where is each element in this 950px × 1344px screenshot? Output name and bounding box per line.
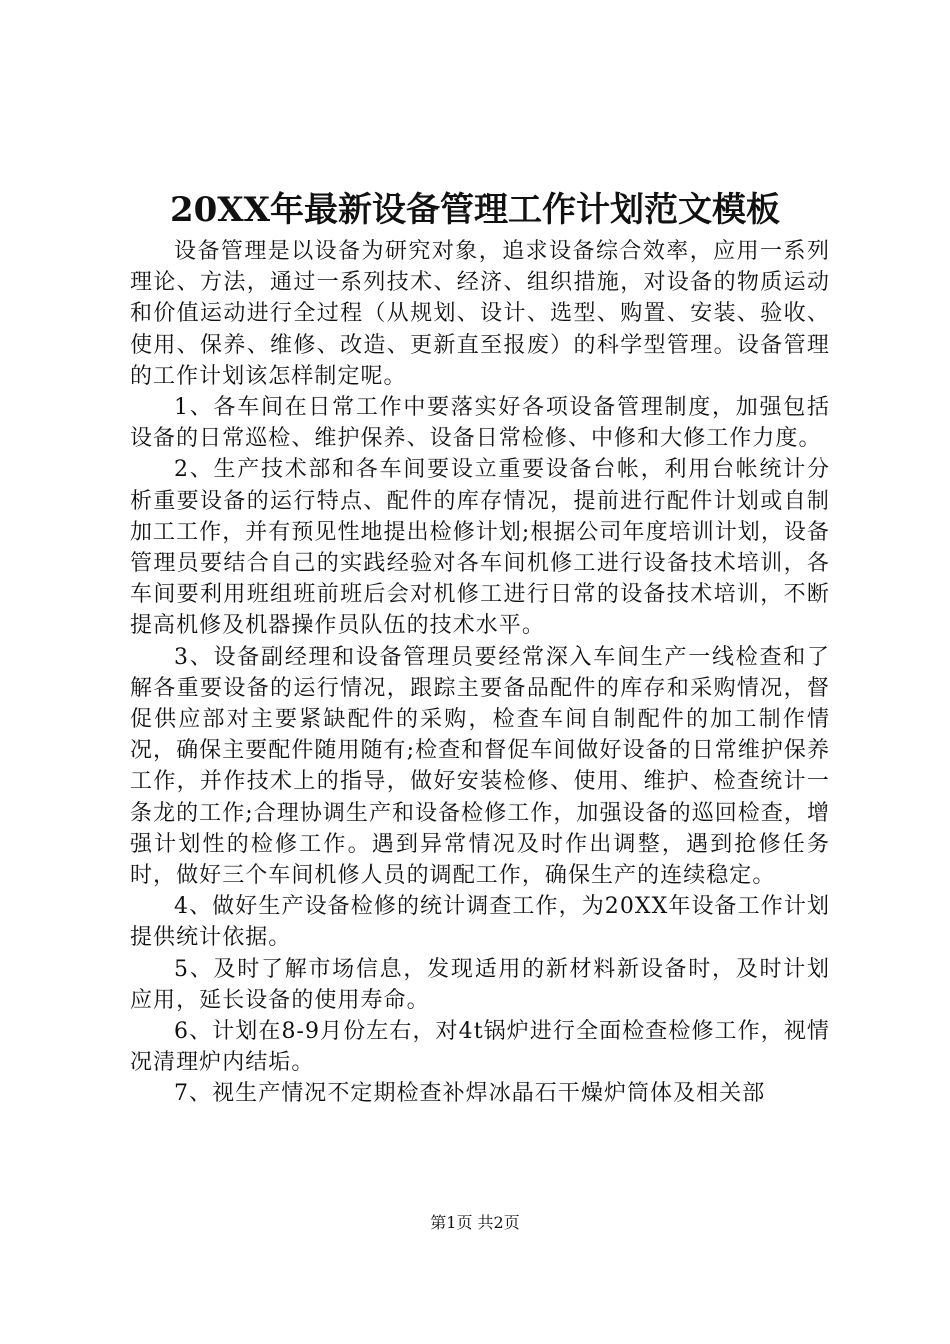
intro-paragraph: 设备管理是以设备为研究对象，追求设备综合效率，应用一系列理论、方法，通过一系列技术、经济、组织措施，对设备的物质运动和价值运动进行全过程（从规划、设计、选型、购置、安装、验收、使用、保养、维修、改造、更新直至报废）的科学型管理。设备管理的工作计划该怎样制定呢。	[130, 239, 830, 389]
item-paragraph-5: 5、及时了解市场信息，发现适用的新材料新设备时，及时计划应用，延长设备的使用寿命。	[130, 956, 830, 1013]
item-paragraph-4: 4、做好生产设备检修的统计调查工作，为20XX年设备工作计划提供统计依据。	[130, 894, 830, 951]
item-paragraph-7: 7、视生产情况不定期检查补焊冰晶石干燥炉筒体及相关部	[174, 1081, 766, 1107]
document-title: 20XX年最新设备管理工作计划范文模板	[169, 190, 781, 230]
item-paragraph-3: 3、设备副经理和设备管理员要经常深入车间生产一线检查和了解各重要设备的运行情况，跟踪主要备品配件的库存和采购情况，督促供应部对主要紧缺配件的采购，检查车间自制配件的加工制作情况，确保主要配件随用随有;检查和督促车间做好设备的日常维护保养工作，并作技术上的指导，做好安装检修、使用、维护、检查统计一条龙的工作;合理协调生产和设备检修工作，加强设备的巡回检查，增强计划性的检修工作。遇到异常情况及时作出调整，遇到抢修任务时，做好三个车间机修人员的调配工作，确保生产的连续稳定。	[130, 644, 830, 889]
page-number-footer: 第1页 共2页	[430, 1213, 520, 1232]
document-body	[130, 236, 830, 1110]
item-paragraph-2: 2、生产技术部和各车间要设立重要设备台帐，利用台帐统计分析重要设备的运行特点、配件的库存情况，提前进行配件计划或自制加工工作，并有预见性地提出检修计划;根据公司年度培训计划，设备管理员要结合自己的实践经验对各车间机修工进行设备技术培训，各车间要利用班组班前班后会对机修工进行日常的设备技术培训，不断提高机修及机器操作员队伍的技术水平。	[130, 457, 830, 639]
item-paragraph-6: 6、计划在8-9月份左右，对4t锅炉进行全面检查检修工作，视情况清理炉内结垢。	[130, 1019, 830, 1076]
item-paragraph-1: 1、各车间在日常工作中要落实好各项设备管理制度，加强包括设备的日常巡检、维护保养、设备日常检修、中修和大修工作力度。	[130, 395, 830, 452]
